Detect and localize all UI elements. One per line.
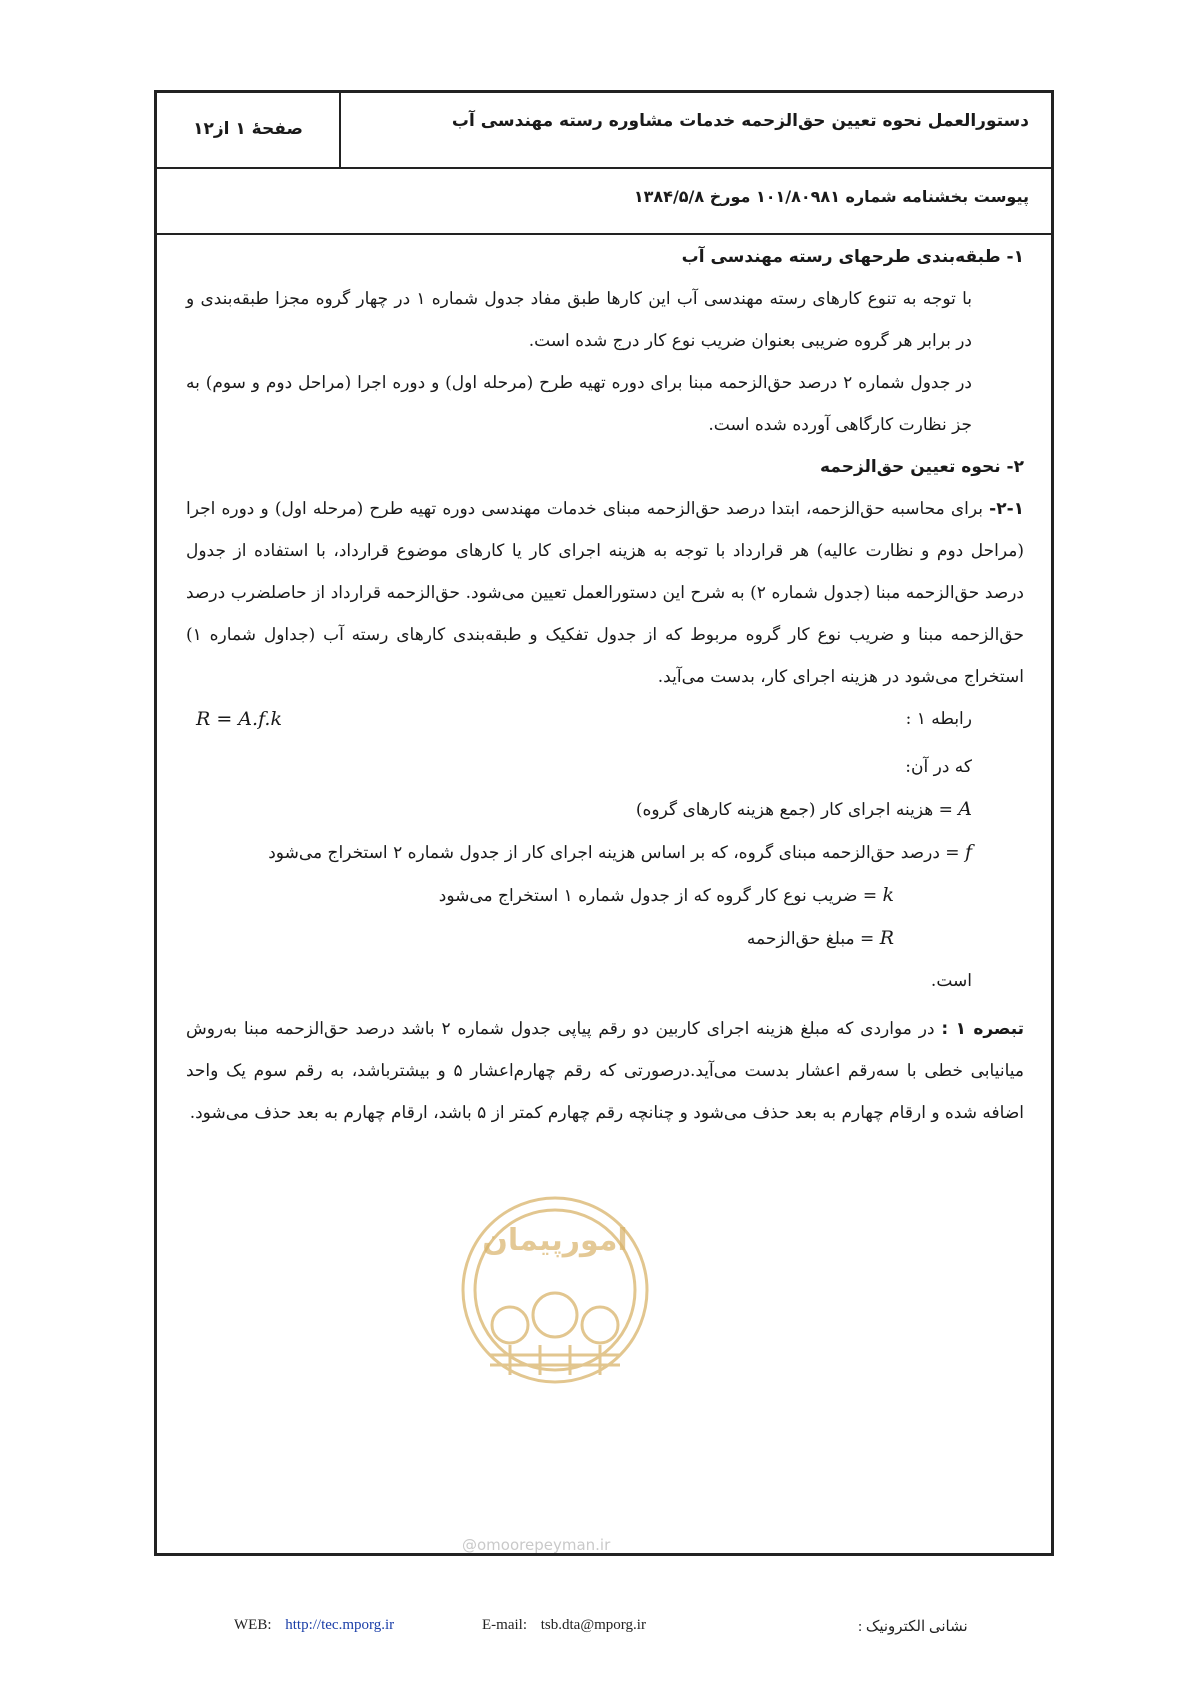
clause-2-1	[186, 488, 1024, 698]
watermark-logo-text: امورپیمان	[482, 1223, 628, 1258]
clause-2-1-number: ۲-۱-	[989, 499, 1024, 519]
watermark-site: @omoorepeyman.ir	[462, 1536, 611, 1554]
where-label: که در آن:	[905, 757, 972, 777]
note-1-text: در مواردی که مبلغ هزینه اجرای کاربین دو رقم پیاپی جدول شماره ۲ باشد درصد حق‌الزحمه مبنا به‌روش میانیابی خطی با سه‌رقم اعشار بدست می‌آید.درصورتی که رقم چهارم‌اعشار ۵ و بیشترباشد، به رقم سوم یک واحد اضافه شده و ارقام چهارم به بعد حذف می‌شود و چنانچه رقم چهارم کمتر از ۵ باشد، ارقام چهارم به بعد حذف می‌شود.	[186, 1019, 1024, 1123]
variable-a-definition: = هزینه اجرای کار (جمع هزینه کارهای گروه)	[635, 800, 953, 820]
note-1	[186, 1008, 1024, 1134]
footer-web-link[interactable]: http://tec.mporg.ir	[285, 1617, 395, 1633]
variable-k	[186, 874, 1024, 917]
variable-a	[186, 788, 1024, 831]
variable-f	[186, 831, 1024, 874]
footer-web	[234, 1617, 394, 1634]
variable-a-symbol: A	[958, 798, 972, 820]
variable-r	[186, 917, 1024, 960]
equation: R = A.f.k	[196, 708, 282, 730]
document-body	[186, 236, 1024, 1134]
section-1-paragraph-2: در جدول شماره ۲ درصد حق‌الزحمه مبنا برای دوره تهیه طرح (مرحله اول) و دوره اجرا (مراحل دوم و سوم) به جز نظارت کارگاهی آورده شده است.	[186, 373, 972, 435]
section-1-heading: ۱- طبقه‌بندی طرحهای رسته مهندسی آب	[681, 247, 1024, 267]
section-2-heading: ۲- نحوه تعیین حق‌الزحمه	[819, 457, 1024, 477]
header-row	[157, 93, 1051, 169]
footer-email-label: E-mail:	[482, 1617, 527, 1633]
variable-f-symbol: f	[964, 841, 972, 863]
footer-web-label: WEB:	[234, 1617, 272, 1633]
variable-f-definition: = درصد حق‌الزحمه مبنای گروه، که بر اساس هزینه اجرای کار از جدول شماره ۲ استخراج می‌شود	[268, 843, 960, 863]
clause-2-1-text: برای محاسبه حق‌الزحمه، ابتدا درصد حق‌الزحمه مبنای خدمات مهندسی دوره تهیه طرح (مرحله اول) و دوره اجرا (مراحل دوم و نظارت عالیه) هر قرارداد با توجه به هزینه اجرای کار یا کارهای موضوع قرارداد، با استفاده از جدول درصد حق‌الزحمه مبنا (جدول شماره ۲) به شرح این دستورالعمل تعیین می‌شود. حق‌الزحمه قرارداد از حاصلضرب درصد حق‌الزحمه مبنا و ضریب نوع کار گروه مربوط که از جدول تفکیک و طبقه‌بندی کارهای رسته آب (جداول شماره ۱) استخراج می‌شود در هزینه اجرای کار، بدست می‌آید.	[186, 499, 1024, 687]
attachment-reference: پیوست بخشنامه شماره ۱۰۱/۸۰۹۸۱ مورخ ۱۳۸۴/۵/۸	[633, 187, 1029, 206]
watermark-logo	[450, 1190, 660, 1390]
page-number: صفحهٔ ۱ از۱۲	[193, 119, 303, 139]
note-1-label: تبصره ۱ :	[941, 1019, 1025, 1039]
variable-r-definition: = مبلغ حق‌الزحمه	[746, 929, 875, 949]
is-text: است.	[930, 971, 972, 991]
section-1-paragraph-1: با توجه به تنوع کارهای رسته مهندسی آب این کارها طبق مفاد جدول شماره ۱ در چهار گروه مجزا طبقه‌بندی و در برابر هر گروه ضریبی بعنوان ضریب نوع کار درج شده است.	[186, 289, 972, 351]
relation-row	[186, 698, 1024, 746]
relation-label: رابطه ۱ :	[905, 709, 972, 729]
footer-label: نشانی الکترونیک :	[858, 1619, 968, 1635]
variable-r-symbol: R	[879, 927, 894, 949]
variable-k-definition: = ضریب نوع کار گروه که از جدول شماره ۱ استخراج می‌شود	[438, 886, 878, 906]
footer-email	[482, 1617, 646, 1634]
document-title: دستورالعمل نحوه تعیین حق‌الزحمه خدمات مشاوره رسته مهندسی آب	[451, 111, 1029, 131]
footer-email-value[interactable]: tsb.dta@mporg.ir	[540, 1617, 646, 1633]
page-number-box	[157, 93, 341, 167]
variable-k-symbol: k	[882, 884, 894, 906]
attachment-row	[157, 167, 1051, 235]
